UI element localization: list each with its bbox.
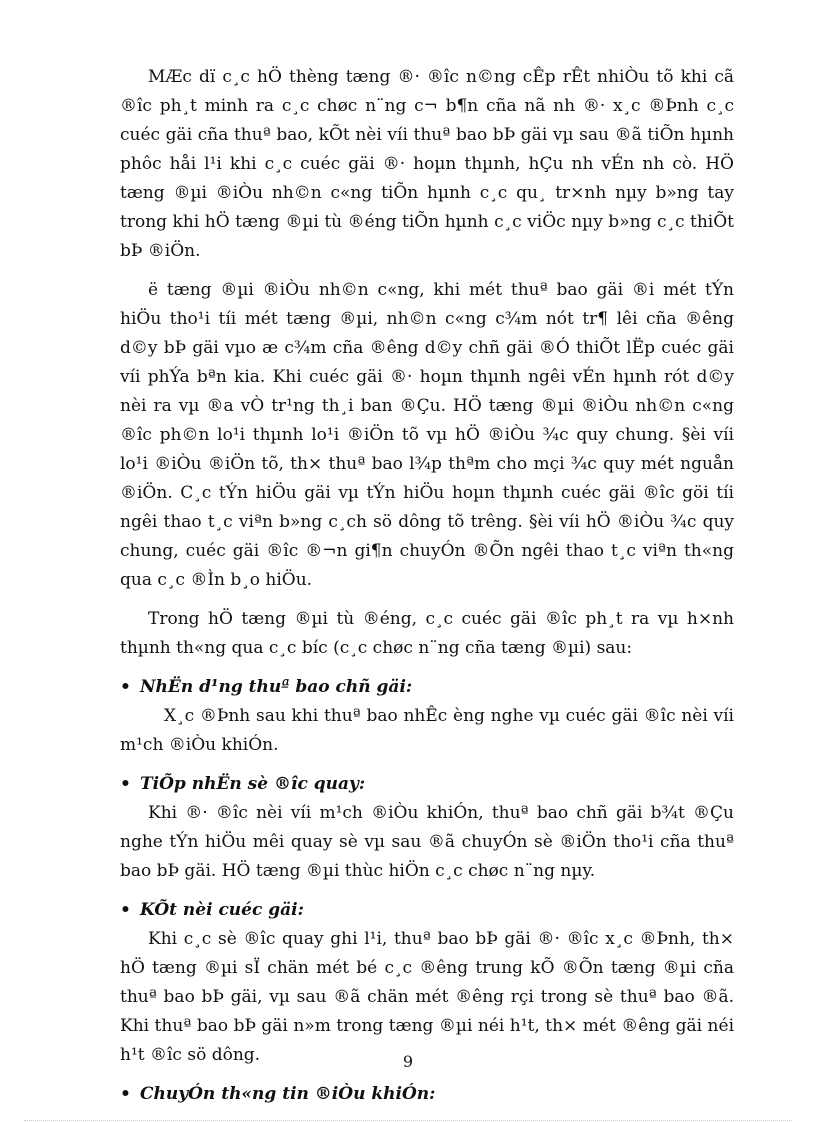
bullet-icon: • (120, 1084, 131, 1104)
section-body-receive-dialed-number: Khi ®· ®îc nèi víi m¹ch ®iÒu khiÓn, thuª bao chñ gäi b¾t ®Çu nghe tÝn hiÖu mêi quay sè vµ sau ®ã chuyÓn sè ®iÖn tho¹i cña thuª bao bÞ gäi. HÖ tæng ®µi thùc hiÖn c¸c chøc n¨ng nµy. (120, 803, 734, 881)
section-heading-receive-dialed-number: • TiÕp nhËn sè ®îc quay: (120, 770, 734, 799)
page-number: 9 (402, 1052, 414, 1071)
section-heading-transfer-control-info: • ChuyÓn th«ng tin ®iÒu khiÓn: (120, 1080, 734, 1109)
page-bottom-divider (24, 1120, 792, 1121)
paragraph-automatic-exchange: Trong hÖ tæng ®µi tù ®éng, c¸c cuéc gäi ®îc ph¸t ra vµ h×nh thµnh th«ng qua c¸c bíc (c¸c chøc n¨ng cña tæng ®µi) sau: (120, 609, 734, 658)
section-body-caller-identification: X¸c ®Þnh sau khi thuª bao nhÊc èng nghe vµ cuéc gäi ®îc nèi víi m¹ch ®iÒu khiÓn. (120, 706, 734, 755)
paragraph-manual-exchange: ë tæng ®µi ®iÒu nh©n c«ng, khi mét thuª bao gäi ®i mét tÝn hiÖu tho¹i tíi mét tæng ®µi, nh©n c«ng c¾m nót tr¶ lêi cña ®êng d©y bÞ gäi vµo æ c¾m cña ®êng d©y chñ gäi ®Ó thiÕt lËp cuéc gäi víi phÝa bªn kia. Khi cuéc gäi ®· hoµn thµnh ngêi vÉn hµnh rót d©y nèi ra vµ ®a vÒ tr¹ng th¸i ban ®Çu. HÖ tæng ®µi ®iÒu nh©n c«ng ®îc ph©n lo¹i thµnh lo¹i ®iÖn tõ vµ hÖ ®iÒu ¾c quy chung. §èi víi lo¹i ®iÒu ®iÖn tõ, th× thuª bao l¾p thªm cho mçi ¾c quy mét nguån ®iÖn. C¸c tÝn hiÖu gäi vµ tÝn hiÖu hoµn thµnh cuéc gäi ®îc göi tíi ngêi thao t¸c viªn b»ng c¸ch sö dông tõ trêng. §èi víi hÖ ®iÒu ¾c quy chung, cuéc gäi ®îc ®¬n gi¶n chuyÓn ®Õn ngêi thao t¸c viªn th«ng qua c¸c ®Ìn b¸o hiÖu. (120, 280, 734, 590)
bullet-icon: • (120, 774, 131, 794)
bullet-icon: • (120, 900, 131, 920)
paragraph-intro: MÆc dï c¸c hÖ thèng tæng ®· ®îc n©ng cÊp rÊt nhiÒu tõ khi cã ®îc ph¸t minh ra c¸c chøc n¨ng c¬ b¶n cña nã nh ®· x¸c ®Þnh c¸c cuéc gäi cña thuª bao, kÕt nèi víi thuª bao bÞ gäi vµ sau ®ã tiÕn hµnh phôc håi l¹i khi c¸c cuéc gäi ®· hoµn thµnh, hÇu nh vÉn nh cò. HÖ tæng ®µi ®iÒu nh©n c«ng tiÕn hµnh c¸c qu¸ tr×nh nµy b»ng tay trong khi hÖ tæng ®µi tù ®éng tiÕn hµnh c¸c viÖc nµy b»ng c¸c thiÕt bÞ ®iÖn. (120, 67, 734, 261)
section-heading-caller-identification: • NhËn d¹ng thuª bao chñ gäi: (120, 673, 734, 702)
section-heading-connect-call: • KÕt nèi cuéc gäi: (120, 896, 734, 925)
bullet-icon: • (120, 677, 131, 697)
body-text (120, 63, 734, 1109)
section-body-connect-call: Khi c¸c sè ®îc quay ghi l¹i, thuª bao bÞ gäi ®· ®îc x¸c ®Þnh, th× hÖ tæng ®µi sÏ chän mét bé c¸c ®êng trung kÕ ®Õn tæng ®µi cña thuª bao bÞ gäi, vµ sau ®ã chän mét ®êng rçi trong sè thuª bao ®ã. Khi thuª bao bÞ gäi n»m trong tæng ®µi néi h¹t, th× mét ®êng gäi néi h¹t ®îc sö dông. (120, 929, 734, 1065)
